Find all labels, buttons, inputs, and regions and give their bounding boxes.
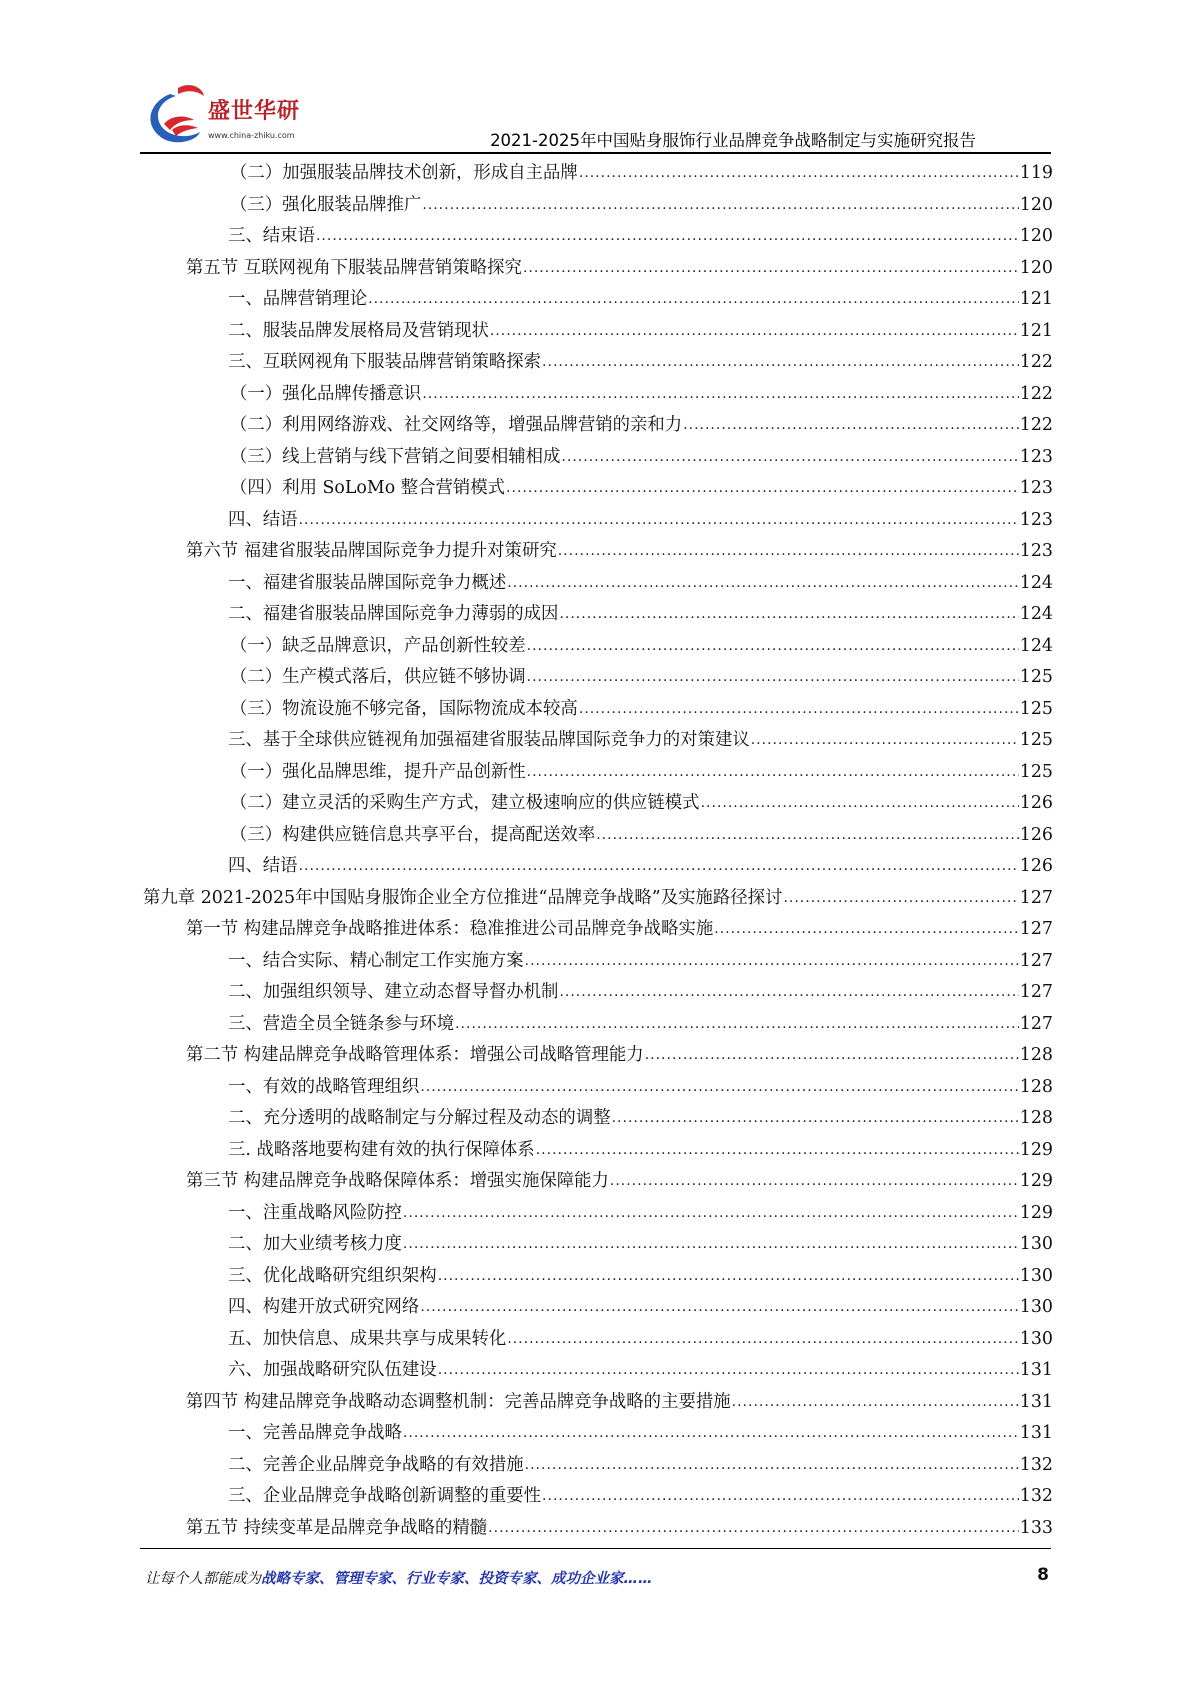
toc-dot-leader (683, 410, 1019, 442)
toc-entry[interactable] (143, 1103, 1053, 1135)
toc-entry[interactable] (143, 190, 1053, 222)
toc-entry-title: 一、结合实际、精心制定工作实施方案 (228, 950, 524, 971)
toc-dot-leader (368, 284, 1019, 316)
toc-entry-title: 第五节 互联网视角下服装品牌营销策略探究 (186, 257, 522, 278)
toc-entry-title: 六、加强战略研究队伍建设 (228, 1360, 437, 1380)
toc-dot-leader (403, 1198, 1019, 1230)
toc-entry-page: 126 (1019, 824, 1053, 845)
toc-dot-leader (422, 190, 1018, 222)
toc-entry[interactable] (143, 977, 1053, 1009)
toc-entry-page: 125 (1019, 730, 1053, 750)
toc-entry-title: 一、完善品牌竞争战略 (228, 1423, 402, 1443)
toc-entry-title: 三、基于全球供应链视角加强福建省服装品牌国际竞争力的对策建议 (228, 730, 750, 750)
toc-entry[interactable] (143, 694, 1053, 726)
toc-entry[interactable] (143, 883, 1053, 915)
toc-dot-leader (403, 1229, 1019, 1261)
toc-entry[interactable] (143, 316, 1053, 348)
toc-entry-title: 四、结语 (228, 509, 298, 530)
toc-dot-leader (488, 1513, 1019, 1545)
toc-dot-leader (507, 1324, 1019, 1356)
toc-dot-leader (596, 820, 1019, 852)
toc-entry[interactable] (143, 442, 1053, 474)
toc-entry-page: 133 (1019, 1517, 1053, 1538)
toc-entry[interactable] (143, 410, 1053, 442)
toc-entry[interactable] (143, 253, 1053, 285)
toc-dot-leader (420, 1292, 1018, 1324)
toc-entry-title: （二）建立灵活的采购生产方式，建立极速响应的供应链模式 (230, 793, 700, 813)
toc-dot-leader (316, 221, 1019, 253)
toc-entry-page: 131 (1019, 1360, 1053, 1380)
toc-entry[interactable] (143, 1261, 1053, 1293)
toc-dot-leader (579, 694, 1019, 726)
toc-entry[interactable] (143, 1229, 1053, 1261)
toc-entry[interactable] (143, 221, 1053, 253)
toc-entry[interactable] (143, 347, 1053, 379)
toc-entry-page: 129 (1019, 1139, 1053, 1160)
toc-dot-leader (525, 946, 1019, 978)
toc-dot-leader (299, 851, 1019, 883)
logo-url: www.china-zhiku.com (208, 131, 295, 140)
toc-entry-title: 二、加强组织领导、建立动态督导督办机制 (228, 982, 559, 1002)
toc-entry-page: 123 (1019, 478, 1053, 498)
toc-entry-title: 一、福建省服装品牌国际竞争力概述 (228, 572, 507, 593)
toc-dot-leader (403, 1418, 1019, 1450)
toc-entry-page: 122 (1019, 352, 1053, 372)
toc-entry-page: 125 (1019, 698, 1053, 719)
toc-entry-title: 第二节 构建品牌竞争战略管理体系：增强公司战略管理能力 (186, 1045, 644, 1065)
toc-dot-leader (732, 1387, 1019, 1419)
toc-dot-leader (559, 977, 1018, 1009)
toc-entry[interactable] (143, 1481, 1053, 1513)
toc-dot-leader (438, 1261, 1019, 1293)
toc-entry[interactable] (143, 914, 1053, 946)
toc-entry-title: 第四节 构建品牌竞争战略动态调整机制：完善品牌竞争战略的主要措施 (186, 1391, 731, 1412)
toc-dot-leader (420, 1072, 1018, 1104)
toc-entry[interactable] (143, 1513, 1053, 1545)
toc-entry[interactable] (143, 473, 1053, 505)
toc-dot-leader (490, 316, 1019, 348)
toc-entry-page: 132 (1019, 1486, 1053, 1506)
toc-dot-leader (612, 1103, 1019, 1135)
footer-slogan-prefix: 让每个人都能成为 (145, 1571, 261, 1587)
toc-entry-page: 126 (1019, 793, 1053, 813)
toc-dot-leader (438, 1355, 1019, 1387)
toc-entry[interactable] (143, 1387, 1053, 1419)
toc-entry-title: 一、注重战略风险防控 (228, 1202, 402, 1223)
toc-dot-leader (507, 568, 1019, 600)
footer-slogan (145, 1567, 653, 1588)
toc-entry-title: 四、构建开放式研究网络 (228, 1297, 420, 1317)
toc-entry[interactable] (143, 1040, 1053, 1072)
toc-dot-leader (559, 599, 1018, 631)
footer-divider (140, 1548, 1051, 1549)
toc-entry[interactable] (143, 599, 1053, 631)
toc-entry-page: 122 (1019, 383, 1053, 404)
toc-entry-title: 第九章 2021-2025年中国贴身服饰企业全方位推进“品牌竞争战略”及实施路径探讨 (143, 887, 783, 908)
toc-entry-title: （一）缺乏品牌意识，产品创新性较差 (230, 635, 526, 656)
toc-entry-title: （二）利用网络游戏、社交网络等，增强品牌营销的亲和力 (230, 415, 683, 435)
toc-dot-leader (610, 1166, 1019, 1198)
toc-entry-title: 五、加快信息、成果共享与成果转化 (228, 1328, 507, 1349)
toc-entry[interactable] (143, 725, 1053, 757)
toc-entry[interactable] (143, 1135, 1053, 1167)
toc-entry-title: 三、营造全员全链条参与环境 (228, 1013, 455, 1034)
toc-entry[interactable] (143, 662, 1053, 694)
page-number: 8 (1037, 1565, 1049, 1585)
toc-entry-title: （二）生产模式落后，供应链不够协调 (230, 667, 526, 687)
toc-entry[interactable] (143, 505, 1053, 537)
toc-entry[interactable] (143, 284, 1053, 316)
toc-entry-page: 122 (1019, 415, 1053, 435)
toc-entry-title: 三、优化战略研究组织架构 (228, 1265, 437, 1286)
toc-entry-page: 131 (1019, 1391, 1053, 1412)
toc-entry-title: 二、完善企业品牌竞争战略的有效措施 (228, 1454, 524, 1475)
toc-dot-leader (523, 253, 1019, 285)
toc-entry[interactable] (143, 1072, 1053, 1104)
toc-entry[interactable] (143, 1198, 1053, 1230)
toc-entry-page: 127 (1019, 919, 1053, 939)
toc-entry[interactable] (143, 568, 1053, 600)
toc-entry-title: （三）强化服装品牌推广 (230, 194, 422, 215)
toc-entry-title: （三）构建供应链信息共享平台，提高配送效率 (230, 824, 596, 845)
report-title: 2021-2025年中国贴身服饰行业品牌竞争战略制定与实施研究报告 (490, 131, 976, 150)
toc-entry[interactable] (143, 1009, 1053, 1041)
toc-dot-leader (525, 1450, 1019, 1482)
toc-dot-leader (783, 883, 1018, 915)
toc-dot-leader (701, 788, 1019, 820)
toc-entry-page: 130 (1019, 1265, 1053, 1286)
toc-entry-page: 124 (1019, 572, 1053, 593)
toc-entry-title: （一）强化品牌思维，提升产品创新性 (230, 761, 526, 782)
toc-entry-title: 二、福建省服装品牌国际竞争力薄弱的成因 (228, 604, 559, 624)
toc-entry-page: 130 (1019, 1234, 1053, 1254)
toc-dot-leader (645, 1040, 1019, 1072)
toc-entry-page: 120 (1019, 226, 1053, 246)
toc-entry-page: 123 (1019, 509, 1053, 530)
toc-entry-page: 127 (1019, 1013, 1053, 1034)
toc-entry-title: （二）加强服装品牌技术创新，形成自主品牌 (230, 163, 578, 183)
toc-entry-title: 第六节 福建省服装品牌国际竞争力提升对策研究 (186, 541, 557, 561)
toc-entry[interactable] (143, 1324, 1053, 1356)
toc-entry-title: 三. 战略落地要构建有效的执行保障体系 (228, 1139, 535, 1160)
toc-entry-page: 129 (1019, 1171, 1053, 1191)
toc-entry-title: 一、品牌营销理论 (228, 289, 368, 309)
toc-entry-page: 120 (1019, 194, 1053, 215)
toc-dot-leader (542, 347, 1019, 379)
toc-entry[interactable] (143, 379, 1053, 411)
toc-dot-leader (542, 1481, 1019, 1513)
table-of-contents (143, 158, 1053, 1544)
toc-entry-page: 127 (1019, 982, 1053, 1002)
toc-entry[interactable] (143, 946, 1053, 978)
toc-entry-title: 第五节 持续变革是品牌竞争战略的精髓 (186, 1517, 488, 1538)
toc-dot-leader (299, 505, 1019, 537)
toc-dot-leader (579, 158, 1019, 190)
toc-entry-title: 三、企业品牌竞争战略创新调整的重要性 (228, 1486, 542, 1506)
toc-entry[interactable] (143, 536, 1053, 568)
toc-dot-leader (714, 914, 1019, 946)
toc-dot-leader (536, 1135, 1019, 1167)
toc-entry[interactable] (143, 1418, 1053, 1450)
logo-text: 盛世华研 (208, 99, 301, 124)
toc-entry[interactable] (143, 1450, 1053, 1482)
toc-entry-title: （四）利用 SoLoMo 整合营销模式 (230, 478, 506, 498)
toc-entry-page: 130 (1019, 1297, 1053, 1317)
toc-entry-page: 123 (1019, 541, 1053, 561)
toc-entry-page: 125 (1019, 761, 1053, 782)
toc-entry[interactable] (143, 788, 1053, 820)
toc-dot-leader (422, 379, 1018, 411)
toc-entry[interactable] (143, 1292, 1053, 1324)
toc-dot-leader (558, 536, 1019, 568)
toc-entry-page: 132 (1019, 1454, 1053, 1475)
toc-entry-title: 一、有效的战略管理组织 (228, 1076, 420, 1097)
toc-entry-page: 121 (1019, 289, 1053, 309)
toc-entry-title: 二、服装品牌发展格局及营销现状 (228, 320, 489, 341)
toc-entry[interactable] (143, 757, 1053, 789)
toc-dot-leader (561, 442, 1018, 474)
toc-dot-leader (527, 757, 1019, 789)
toc-entry-title: 二、加大业绩考核力度 (228, 1234, 402, 1254)
footer-slogan-highlight: 战略专家、管理专家、行业专家、投资专家、成功企业家…… (261, 1571, 653, 1587)
toc-entry-page: 124 (1019, 635, 1053, 656)
toc-entry-title: 四、结语 (228, 856, 298, 876)
toc-entry-page: 130 (1019, 1328, 1053, 1349)
toc-entry-title: 三、结束语 (228, 226, 315, 246)
toc-entry-page: 127 (1019, 887, 1053, 908)
toc-entry-title: 二、充分透明的战略制定与分解过程及动态的调整 (228, 1108, 611, 1128)
toc-dot-leader (751, 725, 1019, 757)
toc-entry-page: 129 (1019, 1202, 1053, 1223)
toc-dot-leader (527, 631, 1019, 663)
header-divider (140, 152, 1051, 154)
toc-entry[interactable] (143, 1355, 1053, 1387)
toc-entry-page: 128 (1019, 1045, 1053, 1065)
toc-entry-title: （一）强化品牌传播意识 (230, 383, 422, 404)
toc-entry-page: 119 (1019, 163, 1053, 183)
toc-entry-page: 125 (1019, 667, 1053, 687)
toc-entry-page: 123 (1019, 446, 1053, 467)
toc-entry-page: 128 (1019, 1108, 1053, 1128)
toc-entry-page: 126 (1019, 856, 1053, 876)
toc-entry-title: 第三节 构建品牌竞争战略保障体系：增强实施保障能力 (186, 1171, 609, 1191)
toc-entry-title: （三）线上营销与线下营销之间要相辅相成 (230, 446, 561, 467)
toc-entry[interactable] (143, 820, 1053, 852)
toc-entry-page: 127 (1019, 950, 1053, 971)
toc-dot-leader (455, 1009, 1019, 1041)
toc-entry-page: 121 (1019, 320, 1053, 341)
toc-entry-title: 三、互联网视角下服装品牌营销策略探索 (228, 352, 542, 372)
toc-entry[interactable] (143, 851, 1053, 883)
toc-dot-leader (527, 662, 1019, 694)
toc-entry-page: 120 (1019, 257, 1053, 278)
toc-entry-page: 124 (1019, 604, 1053, 624)
toc-entry[interactable] (143, 1166, 1053, 1198)
toc-entry-page: 128 (1019, 1076, 1053, 1097)
toc-entry[interactable] (143, 158, 1053, 190)
toc-entry-title: 第一节 构建品牌竞争战略推进体系：稳准推进公司品牌竞争战略实施 (186, 919, 714, 939)
toc-dot-leader (506, 473, 1019, 505)
toc-entry-page: 131 (1019, 1423, 1053, 1443)
toc-entry-title: （三）物流设施不够完备，国际物流成本较高 (230, 698, 578, 719)
toc-entry[interactable] (143, 631, 1053, 663)
